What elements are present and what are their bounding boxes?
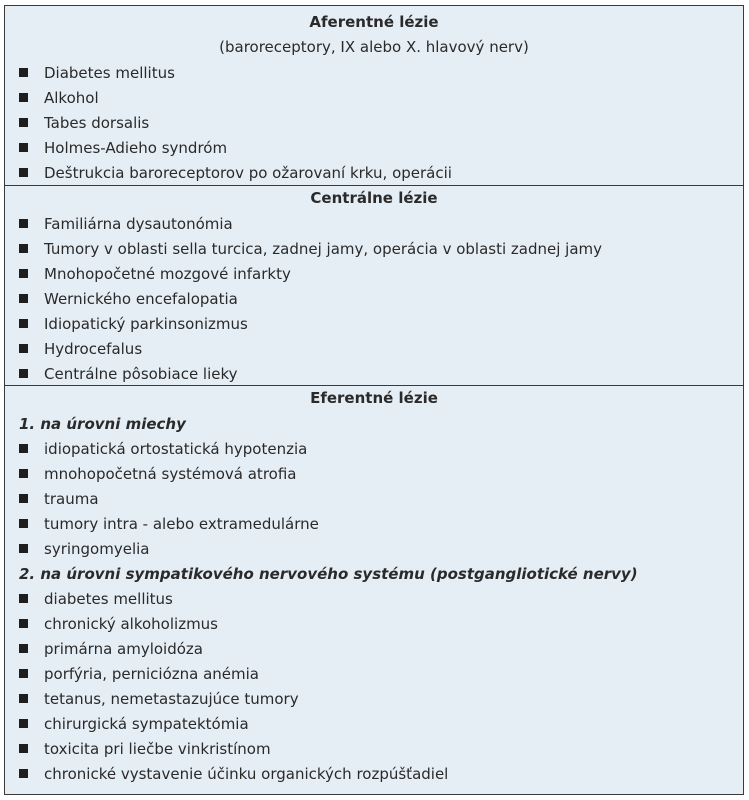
square-bullet-icon bbox=[19, 294, 28, 303]
square-bullet-icon bbox=[19, 519, 28, 528]
square-bullet-icon bbox=[19, 244, 28, 253]
efferent-title: Eferentné lézie bbox=[310, 389, 438, 407]
list-item bbox=[5, 261, 743, 286]
list-item-label: Centrálne pôsobiace lieky bbox=[44, 364, 238, 383]
list-item bbox=[5, 160, 743, 185]
list-item-label: mnohopočetná systémová atrofia bbox=[44, 464, 297, 483]
list-item bbox=[5, 286, 743, 311]
list-item-label: Wernického encefalopatia bbox=[44, 289, 238, 308]
list-item-label: idiopatická ortostatická hypotenzia bbox=[44, 439, 308, 458]
central-section bbox=[5, 186, 743, 386]
list-item-label: diabetes mellitus bbox=[44, 589, 173, 608]
list-item-label: tetanus, nemetastazujúce tumory bbox=[44, 689, 299, 708]
square-bullet-icon bbox=[19, 619, 28, 628]
list-item-label: porfýria, perniciózna anémia bbox=[44, 664, 259, 683]
list-item-label: Deštrukcia baroreceptorov po ožarovaní krku, operácii bbox=[44, 163, 452, 182]
afferent-subtitle: (baroreceptory, IX alebo X. hlavový nerv) bbox=[219, 38, 529, 56]
list-item-label: Holmes-Adieho syndróm bbox=[44, 138, 228, 157]
list-item bbox=[5, 135, 743, 160]
square-bullet-icon bbox=[19, 444, 28, 453]
list-item-label: chronické vystavenie účinku organických rozpúšťadiel bbox=[44, 764, 449, 783]
list-item-label: syringomyelia bbox=[44, 539, 150, 558]
square-bullet-icon bbox=[19, 68, 28, 77]
square-bullet-icon bbox=[19, 644, 28, 653]
list-item-label: Familiárna dysautonómia bbox=[44, 214, 233, 233]
list-item-label: Mnohopočetné mozgové infarkty bbox=[44, 264, 291, 283]
list-item bbox=[5, 686, 743, 711]
list-item bbox=[5, 536, 743, 561]
square-bullet-icon bbox=[19, 744, 28, 753]
list-item bbox=[5, 311, 743, 336]
list-item bbox=[5, 611, 743, 636]
list-item-label: chirurgická sympatektómia bbox=[44, 714, 249, 733]
list-item bbox=[5, 211, 743, 236]
square-bullet-icon bbox=[19, 168, 28, 177]
efferent-group-heading: 1. na úrovni miechy bbox=[19, 414, 186, 433]
list-item bbox=[5, 761, 743, 786]
list-item-label: Idiopatický parkinsonizmus bbox=[44, 314, 248, 333]
list-item-label: Tabes dorsalis bbox=[44, 113, 150, 132]
square-bullet-icon bbox=[19, 143, 28, 152]
square-bullet-icon bbox=[19, 369, 28, 378]
list-item-label: toxicita pri liečbe vinkristínom bbox=[44, 739, 271, 758]
list-item-label: Alkohol bbox=[44, 88, 99, 107]
central-title: Centrálne lézie bbox=[310, 189, 438, 207]
list-item-label: primárna amyloidóza bbox=[44, 639, 203, 658]
list-item-label: Diabetes mellitus bbox=[44, 63, 175, 82]
efferent-group-heading: 2. na úrovni sympatikového nervového systému (postgangliotické nervy) bbox=[19, 564, 638, 583]
square-bullet-icon bbox=[19, 769, 28, 778]
square-bullet-icon bbox=[19, 93, 28, 102]
efferent-section bbox=[5, 386, 743, 794]
list-item bbox=[5, 586, 743, 611]
afferent-title: Aferentné lézie bbox=[309, 13, 439, 31]
list-item bbox=[5, 736, 743, 761]
square-bullet-icon bbox=[19, 219, 28, 228]
list-item bbox=[5, 711, 743, 736]
square-bullet-icon bbox=[19, 269, 28, 278]
square-bullet-icon bbox=[19, 344, 28, 353]
list-item bbox=[5, 486, 743, 511]
square-bullet-icon bbox=[19, 118, 28, 127]
afferent-section bbox=[5, 6, 743, 186]
square-bullet-icon bbox=[19, 719, 28, 728]
list-item-label: trauma bbox=[44, 489, 99, 508]
square-bullet-icon bbox=[19, 544, 28, 553]
square-bullet-icon bbox=[19, 469, 28, 478]
square-bullet-icon bbox=[19, 319, 28, 328]
list-item bbox=[5, 336, 743, 361]
list-item bbox=[5, 436, 743, 461]
list-item bbox=[5, 236, 743, 261]
list-item bbox=[5, 661, 743, 686]
list-item-label: Hydrocefalus bbox=[44, 339, 143, 358]
list-item bbox=[5, 110, 743, 135]
list-item bbox=[5, 361, 743, 386]
list-item bbox=[5, 85, 743, 110]
square-bullet-icon bbox=[19, 494, 28, 503]
list-item-label: chronický alkoholizmus bbox=[44, 614, 219, 633]
list-item bbox=[5, 511, 743, 536]
square-bullet-icon bbox=[19, 694, 28, 703]
list-item bbox=[5, 636, 743, 661]
list-item-label: tumory intra - alebo extramedulárne bbox=[44, 514, 319, 533]
list-item-label: Tumory v oblasti sella turcica, zadnej jamy, operácia v oblasti zadnej jamy bbox=[44, 239, 603, 258]
square-bullet-icon bbox=[19, 669, 28, 678]
list-item bbox=[5, 60, 743, 85]
list-item bbox=[5, 461, 743, 486]
square-bullet-icon bbox=[19, 594, 28, 603]
lesion-table bbox=[4, 5, 744, 795]
